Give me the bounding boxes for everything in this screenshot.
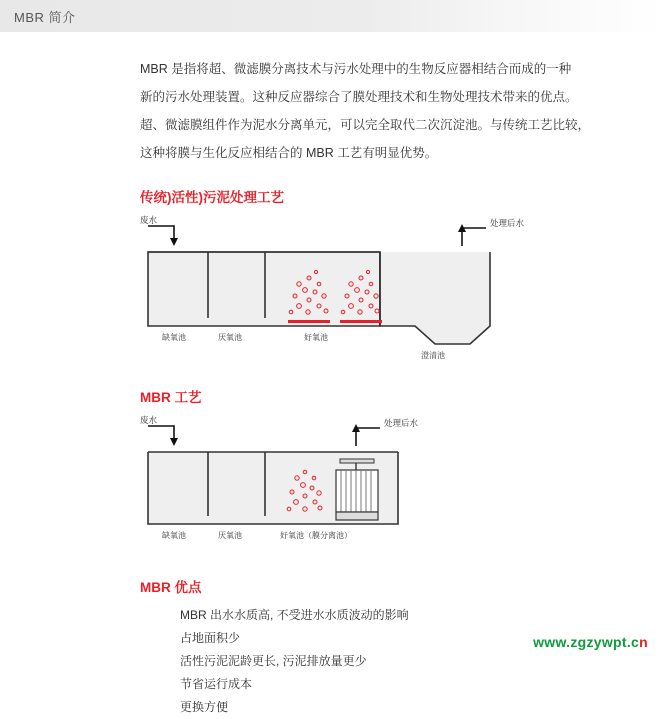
page-content	[0, 32, 662, 719]
section-title-conventional: 传统)活性)污泥处理工艺	[140, 190, 284, 205]
tank-label-anoxic: 缺氧池	[162, 333, 186, 342]
inlet-arrow-icon	[148, 426, 178, 446]
outlet-arrow-icon	[352, 424, 380, 446]
list-item: 占地面积少	[180, 631, 241, 645]
diffuser-bar	[340, 320, 382, 323]
inlet-arrow-icon	[148, 226, 178, 246]
conventional-process-svg	[140, 214, 540, 364]
section-title-mbr-advantages: MBR 优点	[140, 580, 202, 595]
diagram-conventional-process	[140, 214, 602, 364]
list-item: 更换方便	[180, 700, 229, 714]
mbr-process-svg	[140, 414, 540, 554]
intro-line: 新的污水处理装置。这种反应器综合了膜处理技术和生物处理技术带来的优点。	[140, 90, 578, 104]
list-item: 活性污泥泥龄更长, 污泥排放量更少	[180, 654, 367, 668]
list-item: MBR 出水水质高, 不受进水水质波动的影响	[180, 608, 409, 622]
intro-line: 超、微滤膜组件作为泥水分离单元，可以完全取代二次沉淀池。与传统工艺比较，	[140, 118, 591, 132]
tank-label-anaerobic: 厌氧池	[218, 531, 242, 540]
tank-label-anaerobic: 厌氧池	[218, 333, 242, 342]
intro-line: MBR 是指将超、微滤膜分离技术与污水处理中的生物反应器相结合而成的一种	[140, 62, 572, 76]
tank-label-aerobic: 好氧池	[304, 333, 328, 342]
outlet-label: 处理后水	[490, 218, 525, 228]
inlet-label: 废水	[140, 215, 158, 225]
tank-label-anoxic: 缺氧池	[162, 531, 186, 540]
clarifier-shape	[380, 252, 490, 344]
tank-label-clarifier: 澄清池	[421, 351, 445, 360]
intro-text	[140, 58, 602, 164]
inlet-label: 废水	[140, 415, 158, 425]
outlet-arrow-icon	[458, 224, 486, 246]
diagram-mbr-process	[140, 414, 602, 554]
intro-line: 这种将膜与生化反应相结合的 MBR 工艺有明显优势。	[140, 146, 438, 160]
watermark	[533, 634, 648, 650]
watermark-text: www.zgzywpt.c	[533, 634, 640, 650]
section-title-mbr-process: MBR 工艺	[140, 390, 202, 405]
watermark-suffix: n	[639, 634, 648, 650]
page-header	[0, 0, 662, 32]
tank-label-aerobic-membrane: 好氧池（膜分离池）	[280, 531, 352, 540]
list-item: 节省运行成本	[180, 677, 253, 691]
page-title: MBR 简介	[14, 9, 76, 25]
diffuser-bar	[288, 320, 330, 323]
outlet-label: 处理后水	[384, 418, 419, 428]
